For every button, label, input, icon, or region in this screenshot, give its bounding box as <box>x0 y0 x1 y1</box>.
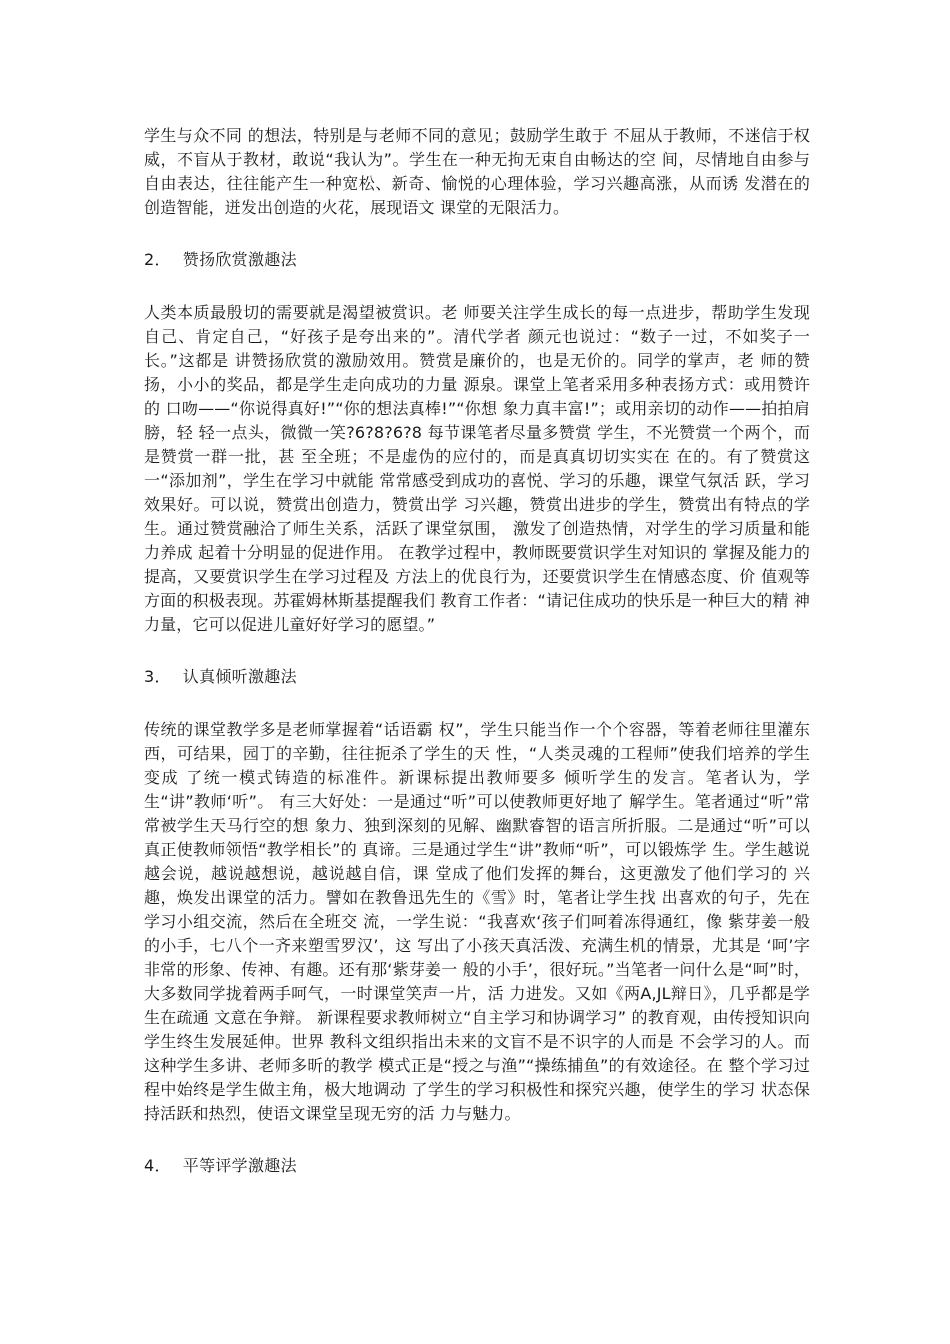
section-heading-3 <box>144 665 810 689</box>
section-title: 认真倾听激趣法 <box>182 667 297 686</box>
section-title: 赞扬欣赏激趣法 <box>182 250 297 269</box>
section-heading-4 <box>144 1154 810 1178</box>
paragraph-intro: 学生与众不同 的想法，特别是与老师不同的意见；鼓励学生敢于 不屈从于教师，不迷信于权威，不盲从于教材，敢说“我认为”。学生在一种无拘无束自由畅达的空 间，尽情地自由参与自由表达，往往能产生一种宽松、新奇、愉悦的心理体验，学习兴趣高涨，从而诱 发潜在的创造智能，迸发出创造的火花，展现语文 课堂的无限活力。 <box>144 126 810 217</box>
section-number: 4． <box>144 1156 171 1175</box>
document-body <box>144 124 810 1178</box>
section-title: 平等评学激趣法 <box>182 1156 297 1175</box>
paragraph-praise: 人类本质最殷切的需要就是渴望被赏识。老 师要关注学生成长的每一点进步，帮助学生发现自己、肯定自己，“好孩子是夸出来的”。清代学者 颜元也说过：“数子一过，不如奖子一长。”这都是 讲赞扬欣赏的激励效用。赞赏是廉价的，也是无价的。同学的掌声，老 师的赞扬，小小的奖品，都是学生走向成功的力量 源泉。课堂上笔者采用多种表扬方式：或用赞许的 口吻——“你说得真好!”“你的想法真棒!”“你想 象力真丰富!”；或用亲切的动作——拍拍肩膀，轻 轻一点头，微微一笑?6?8?6?8 每节课笔者尽量多赞赏 学生，不光赞赏一个两个，而是赞赏一群一批，甚 至全班；不是虚伪的应付的，而是真真切切实实在 在的。有了赞赏这一“添加剂”，学生在学习中就能 常常感受到成功的喜悦、学习的乐趣，课堂气氛活 跃，学习效果好。可以说，赞赏出创造力，赞赏出学 习兴趣，赞赏出进步的学生，赞赏出有特点的学生。通过赞赏融洽了师生关系，活跃了课堂氛围， 激发了创造热情，对学生的学习质量和能力养成 起着十分明显的促进作用。 在教学过程中，教师既要赏识学生对知识的 掌握及能力的提高，又要赏识学生在学习过程及 方法上的优良行为，还要赏识学生在情感态度、价 值观等方面的积极表现。苏霍姆林斯基提醒我们 教育工作者：“请记住成功的快乐是一种巨大的精 神力量，它可以促进儿童好好学习的愿望。” <box>144 303 810 634</box>
section-heading-2 <box>144 248 810 272</box>
paragraph-listening: 传统的课堂教学多是老师掌握着“话语霸 权”，学生只能当作一个个容器，等着老师往里灌东西，可结果，园丁的辛勤，往往扼杀了学生的天 性，“人类灵魂的工程师”使我们培养的学生变成 了统一模式铸造的标准件。新课标提出教师要多 倾听学生的发言。笔者认为，学生“讲”教师‘听”。 有三大好处：一是通过“听”可以使教师更好地了 解学生。笔者通过“听”常常被学生天马行空的想 象力、独到深刻的见解、幽默睿智的语言所折服。二是通过“听”可以真正使教师领悟“教学相长”的 真谛。三是通过学生“讲”教师“听”，可以锻炼学 生。学生越说越会说，越说越想说，越说越自信，课 堂成了他们发挥的舞台，这更激发了他们学习的 兴趣，焕发出课堂的活力。譬如在教鲁迅先生的《雪》时，笔者让学生找 出喜欢的句子，先在学习小组交流，然后在全班交 流，一学生说：“我喜欢‘孩子们呵着冻得通红，像 紫芽姜一般的小手，七八个一齐来塑雪罗汉’，这 写出了小孩天真活泼、充满生机的情景，尤其是 ‘呵’字非常的形象、传神、有趣。还有那‘紫芽姜一 般的小手’，很好玩。”当笔者一问什么是“呵”时， 大多数同学拢着两手呵气，一时课堂笑声一片，活 力进发。又如《两A,JL辩日》，几乎都是学生在疏通 文意在争辩。 新课程要求教师树立“自主学习和协调学习” 的教育观，由传授知识向学生终生发展延伸。世界 教科文组织指出未来的文盲不是不识字的人而是 不会学习的人。而这种学生多讲、老师多昕的教学 模式正是“授之与渔”“操练捕鱼”的有效途径。在 整个学习过程中始终是学生做主角，极大地调动 了学生的学习积极性和探究兴趣，使学生的学习 状态保持活跃和热烈，使语文课堂呈现无穷的活 力与魅力。 <box>144 720 810 1123</box>
section-number: 3． <box>144 667 171 686</box>
section-number: 2． <box>144 250 171 269</box>
